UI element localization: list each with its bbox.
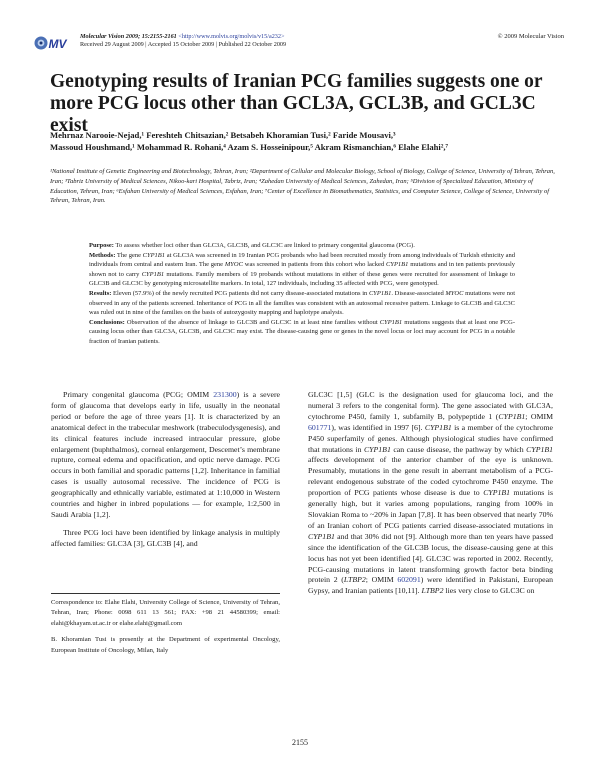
- abstract: [89, 241, 515, 347]
- molecular-vision-logo: [34, 32, 74, 54]
- footnote-divider: [51, 593, 280, 594]
- author-list: [50, 130, 560, 153]
- article-dates: Received 29 August 2009 | Accepted 15 October 2009 | Published 22 October 2009: [80, 41, 287, 48]
- body-paragraph: Three PCG loci have been identified by linkage analysis in multiply affected families: GLC3A [3], GLC3B [4], and: [51, 527, 280, 548]
- omim-link[interactable]: 231300: [213, 390, 237, 399]
- page-number: 2155: [292, 738, 308, 747]
- abstract-purpose: Purpose: To assess whether loci other than GLC3A, GLC3B, and GLC3C are linked to primary congenital glaucoma (PCG).: [89, 242, 415, 249]
- body-paragraph: GLC3C [1,5] (GLC is the designation used for glaucoma loci, and the numeral 3 refers to the congenital form). The gene associated with GLC3A, cytochrome P450, family 1, subfamily B, polypeptide 1 (CYP1B1; OMIM 601771), was identified in 1997 [6]. CYP1B1 is a member of the cytochrome P450 superfamily of genes. Although physiological studies have confirmed that mutations in CYP1B1 can cause disease, the pathway by which CYP1B1 affects development of the anterior chamber of the eye is unknown. Presumably, mutations in the gene result in aberrant metabolism of a PCG-relevant endogenous substrate of the coded cytochrome P450 enzyme. The proportion of PCG patients whose disease is due to CYP1B1 mutations is generally high, but it varies among populations, ranging from 100% in Slovakian Roma to ~20% in Japan [7,8]. It has been observed that nearly 70% of an Iranian cohort of PCG patients carried disease-associated mutations in CYP1B1 and that 30% did not [9]. Although more than ten years have passed since the identification of the GLC3B locus, the disease-causing gene at this locus has not yet been identified [4]. GLC3C was reported in 2002. Recently, PCG-causing mutations in latent transforming growth factor beta binding protein 2 (LTBP2; OMIM 602091) were identified in Pakistani, European Gypsy, and Iranian patients [10,11]. LTBP2 lies very close to GLC3C on: [308, 390, 554, 596]
- abstract-results: Results: Eleven (57.9%) of the newly recruited PCG patients did not carry disease-associated mutations in CYP1B1. Disease-associated MYOC mutations were not observed in any of the patients screened. Inheritance of PCG in all the families was consistent with an autosomal recessive pattern. Linkage to GLC3B and GLC3C was ruled out in nine of the families on the basis of autozygosity mapping and haplotype analysis.: [89, 289, 516, 317]
- abstract-methods: Methods: The gene CYP1B1 at GLC3A was screened in 19 Iranian PCG probands who had been recruited mostly from among individuals of Turkish ethnicity and individuals from central and eastern Iran. The gene MYOC was screened in patients from this cohort who lacked CYP1B1 mutations and in ten patients previously shown not to carry CYP1B1 mutations. Family members of 19 probands without mutations in either of these genes were recruited for assessment of linkage to GLC3B and GLC3C by genotyping microsatellite markers. In total, 127 individuals, including 35 affected with PCG, were genotyped.: [89, 251, 516, 288]
- author-line: Massoud Houshmand,¹ Mohammad R. Rohani,⁴ Azam S. Hosseinipour,⁵ Akram Rismanchian,⁶ Elahe Elahi²,⁷: [50, 141, 449, 152]
- body-column-right: [308, 390, 553, 597]
- abstract-conclusions: Conclusions: Observation of the absence of linkage to GLC3B and GLC3C in at least nine families without CYP1B1 mutations suggests that at least one PCG-causing locus other than GLC3A, GLC3B, and GLC3C may exist. The disease-causing gene or genes in the novel locus or loci may account for PCG in a notable fraction of Iranian patients.: [89, 318, 515, 345]
- omim-link[interactable]: 601771: [308, 422, 332, 432]
- author-note: B. Khoramian Tusi is presently at the Department of experimental Oncology, European Institute of Oncology, Milan, Italy: [51, 636, 280, 654]
- header-meta: [80, 33, 286, 49]
- correspondence-note: Correspondence to: Elahe Elahi, University College of Science, University of Tehran, Tehran, Iran; Phone: 0098 611 13 561; FAX: +98 21 44580399; email: elahi@khayam.ut.ac.ir or elahe.elahi@gmail.com: [51, 599, 280, 627]
- article-url[interactable]: <http://www.molvis.org/molvis/v15/a232>: [178, 33, 285, 40]
- affiliations: ¹National Institute of Genetic Engineering and Biotechnology, Tehran, Iran; ²Department of Cellular and Molecular Biology, School of Biology, College of Science, University of Tehran, Tehran, Iran; ³Tabriz University of Medical Sciences, Nikoo-kari Hospital, Tabriz, Iran; ⁴Zahedan University of Medical Sciences, Zahedan, Iran; ⁵Division of Specialized Education, Ministry of Education, Tehran, Iran; ⁶Esfahan University of Medical Sciences, Esfahan, Iran; ⁷Center of Excellence in Biomathematics, Statistics, and Computer Science, College of Science, University of Tehran, Tehran, Iran.: [50, 168, 555, 205]
- body-column-left: [51, 390, 280, 550]
- omim-link[interactable]: 602091: [397, 575, 421, 585]
- footnotes: [51, 598, 280, 656]
- journal-citation: Molecular Vision 2009; 15:2155-2161: [80, 33, 177, 40]
- logo-text: MV: [48, 37, 67, 51]
- article-title: Genotyping results of Iranian PCG families suggests one or more PCG locus other than GCL3A, GCL3B, and GCL3C exist: [50, 71, 543, 136]
- body-paragraph: Primary congenital glaucoma (PCG; OMIM 231300) is a severe form of glaucoma that develops early in life, usually in the neonatal period or before the age of three years [1]. It is characterized by an anatomical defect in the trabecular meshwork (trabeculodysgenesis), and its clinical features include increased intraocular pressure, globe enlargement (buphthalmos), corneal enlargement, Descemet’s membrane rupture, corneal edema and opacification, and optic nerve damage. PCG occurs in both familial and sporadic patterns [1,2]. Inheritance in familial cases is usually autosomal recessive. The incidence of PCG is geographically and ethnically variable, estimated at 1:10,000 in Western countries and higher in inbred populations — for example, 1:2,500 in Saudi Arabia [1,2].: [51, 390, 280, 519]
- copyright-notice: © 2009 Molecular Vision: [497, 33, 564, 40]
- journal-header: [34, 32, 564, 56]
- author-line: Mehrnaz Narooie-Nejad,¹ Fereshteh Chitsazian,² Betsabeh Khoramian Tusi,² Faride Mousavi,³: [50, 130, 396, 140]
